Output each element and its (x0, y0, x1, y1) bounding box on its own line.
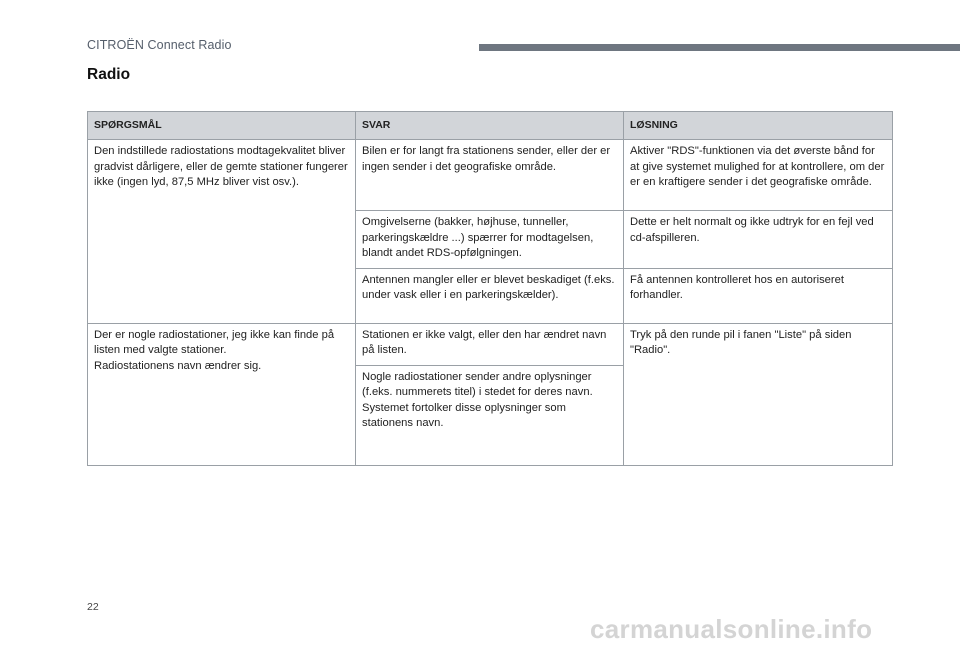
answer-cell: Omgivelserne (bakker, højhuse, tunneller, parkeringskældre ...) spærrer for modtagelsen, blandt andet RDS-opfølgningen. (356, 211, 624, 269)
page-number: 22 (87, 601, 99, 613)
header-title: CITROËN Connect Radio (87, 38, 232, 52)
faq-table (87, 111, 893, 466)
header-solution: LØSNING (624, 112, 893, 140)
header-bar (479, 44, 960, 51)
question-cell: Der er nogle radiostationer, jeg ikke kan finde på listen med valgte stationer. Radiostationens navn ændrer sig. (88, 323, 356, 465)
table-row (88, 140, 893, 211)
solution-cell: Dette er helt normalt og ikke udtryk for en fejl ved cd-afspilleren. (624, 211, 893, 269)
answer-cell: Antennen mangler eller er blevet beskadiget (f.eks. under vask eller i en parkeringskælder). (356, 268, 624, 323)
answer-cell: Nogle radiostationer sender andre oplysninger (f.eks. nummerets titel) i stedet for deres navn. Systemet fortolker disse oplysninger som stationens navn. (356, 365, 624, 465)
answer-cell: Stationen er ikke valgt, eller den har ændret navn på listen. (356, 323, 624, 365)
table-row (88, 323, 893, 365)
header-question: SPØRGSMÅL (88, 112, 356, 140)
watermark: carmanualsonline.info (590, 614, 873, 644)
answer-cell: Bilen er for langt fra stationens sender, eller der er ingen sender i det geografiske område. (356, 140, 624, 211)
section-title: Radio (87, 66, 131, 83)
question-cell: Den indstillede radiostations modtagekvalitet bliver gradvist dårligere, eller de gemte stationer fungerer ikke (ingen lyd, 87,5 MHz bliver vist osv.). (88, 140, 356, 324)
solution-cell: Tryk på den runde pil i fanen "Liste" på siden "Radio". (624, 323, 893, 465)
header-answer: SVAR (356, 112, 624, 140)
solution-cell: Aktiver "RDS"-funktionen via det øverste bånd for at give systemet mulighed for at kontrollere, om der er en kraftigere sender i det geografiske område. (624, 140, 893, 211)
solution-cell: Få antennen kontrolleret hos en autoriseret forhandler. (624, 268, 893, 323)
table-header-row (88, 112, 893, 140)
